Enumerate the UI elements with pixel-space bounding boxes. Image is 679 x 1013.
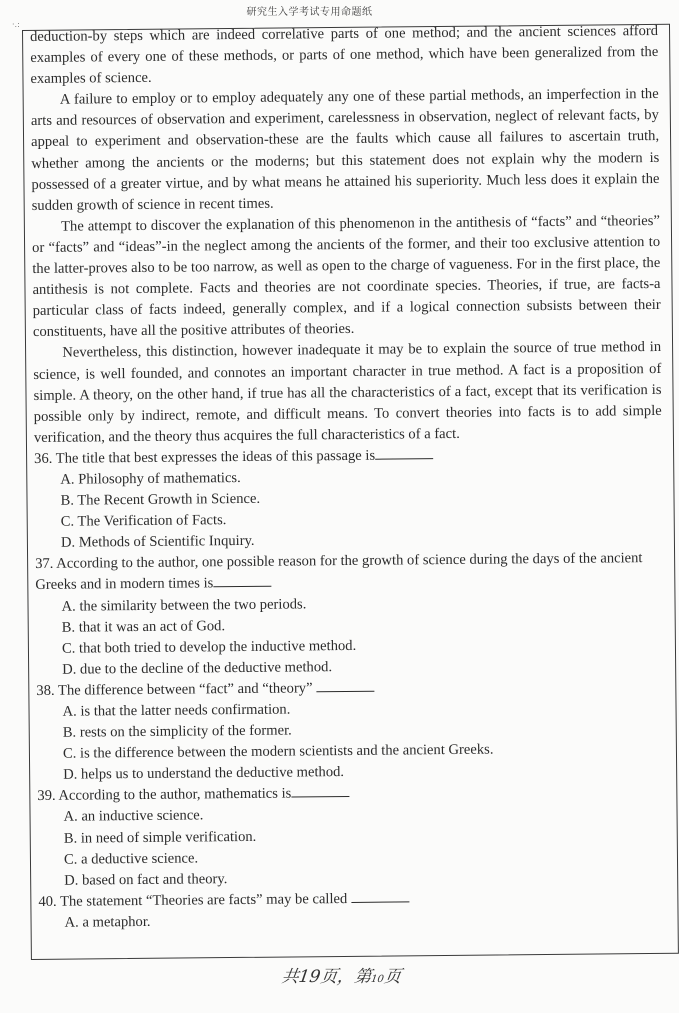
passage-paragraph-4: Nevertheless, this distinction, however inadequate it may be to explain the source of true method in science, is well founded, and connotes an important character in true method. A fact is a proposition of simple. A theory, on the other hand, if true has all the characteristics of a fact, except that its verification is possible only by indirect, remote, and difficult means. To convert theories into facts is to add simple verification, and the theory thus acquires the full characteristics of a fact. [33, 339, 662, 446]
answer-blank [375, 446, 433, 460]
option-c: C. that both tried to develop the inductive method. [61, 637, 357, 657]
passage-paragraph-3: The attempt to discover the explanation of this phenomenon in the antithesis of “facts” and “theories” or “facts” and “ideas”-in the neglect among the ancients of the former, and their too exclusive attention to the latter-proves also to be too narrow, as well as open to the charge of vagueness. For in the first place, the antithesis is not complete. Facts and theories are not coordinate species. Theories, if true, are facts-a particular class of facts indeed, generally complex, and if a logical connection subsists between their constituents, have all the positive attributes of theories. [32, 212, 661, 341]
option-b: B. rests on the simplicity of the former. [62, 722, 292, 741]
question-stem: 40. The statement “Theories are facts” may be called [38, 886, 666, 913]
scan-speck: ·.: [12, 20, 20, 29]
option-a: A. an inductive science. [63, 807, 204, 826]
option-c: C. a deductive science. [63, 850, 199, 868]
option-d: D. due to the decline of the deductive method. [62, 658, 333, 678]
option-c: C. is the difference between the modern scientists and the ancient Greeks. [62, 741, 494, 762]
question-40 [38, 886, 666, 934]
option-a: A. is that the latter needs confirmation. [62, 701, 291, 720]
option-b: B. in need of simple verification. [63, 828, 257, 847]
option-d: D. helps us to understand the deductive method. [63, 764, 345, 783]
option-a: A. a metaphor. [64, 913, 151, 931]
question-36 [34, 443, 663, 554]
question-stem: 39. According to the author, mathematics is [37, 780, 665, 807]
exam-content [30, 21, 667, 934]
option-b: B. that it was an act of God. [61, 617, 226, 636]
handwritten-page-count [280, 962, 434, 987]
page-number: 10 [370, 974, 385, 985]
question-37 [35, 548, 664, 681]
option-b: B. The Recent Growth in Science. [60, 490, 261, 509]
passage-paragraph-2: A failure to employ or to employ adequately any one of these partial methods, an imperfection in the arts and resources of observation and experiment, carelessness in observation, neglect of relevant facts, by appeal to experiment and observation-these are the faults which cause all failures to ascertain truth, whether among the ancients or the moderns; but this statement does not explain why the modern is possessed of a greater virtue, and by what means he attained his superiority. Much less does it explain the sudden growth of science in recent times. [30, 86, 660, 214]
page-count-text: 共19页，第 [280, 967, 373, 987]
reading-passage [30, 21, 662, 449]
option-a: A. the similarity between the two periods. [61, 595, 307, 615]
option-d: D. Methods of Scientific Inquiry. [60, 533, 255, 551]
question-stem: 38. The difference between “fact” and “theory” [36, 675, 664, 702]
answer-blank [213, 574, 271, 588]
option-d: D. based on fact and theory. [64, 870, 228, 889]
question-stem: 36. The title that best expresses the ideas of this passage is [34, 443, 662, 470]
question-stem: 37. According to the author, one possible reason for the growth of science during the days of the ancient Greeks and in modern times is [35, 550, 643, 594]
answer-blank [291, 784, 349, 798]
exam-sheet-title: 研究生入学考试专用命题纸 [246, 7, 373, 18]
answer-blank [351, 889, 409, 903]
answer-blank [316, 679, 374, 693]
question-39 [37, 780, 666, 891]
option-c: C. The Verification of Facts. [60, 512, 227, 530]
question-38 [36, 675, 665, 786]
option-a: A. Philosophy of mathematics. [60, 469, 241, 488]
page-suffix: 页 [382, 967, 403, 987]
passage-paragraph-1: deduction-by steps which are indeed correlative parts of one method; and the ancient sciences afford examples of every one of these methods, or parts of one method, which have been generalized from the examples of science. [30, 22, 659, 88]
